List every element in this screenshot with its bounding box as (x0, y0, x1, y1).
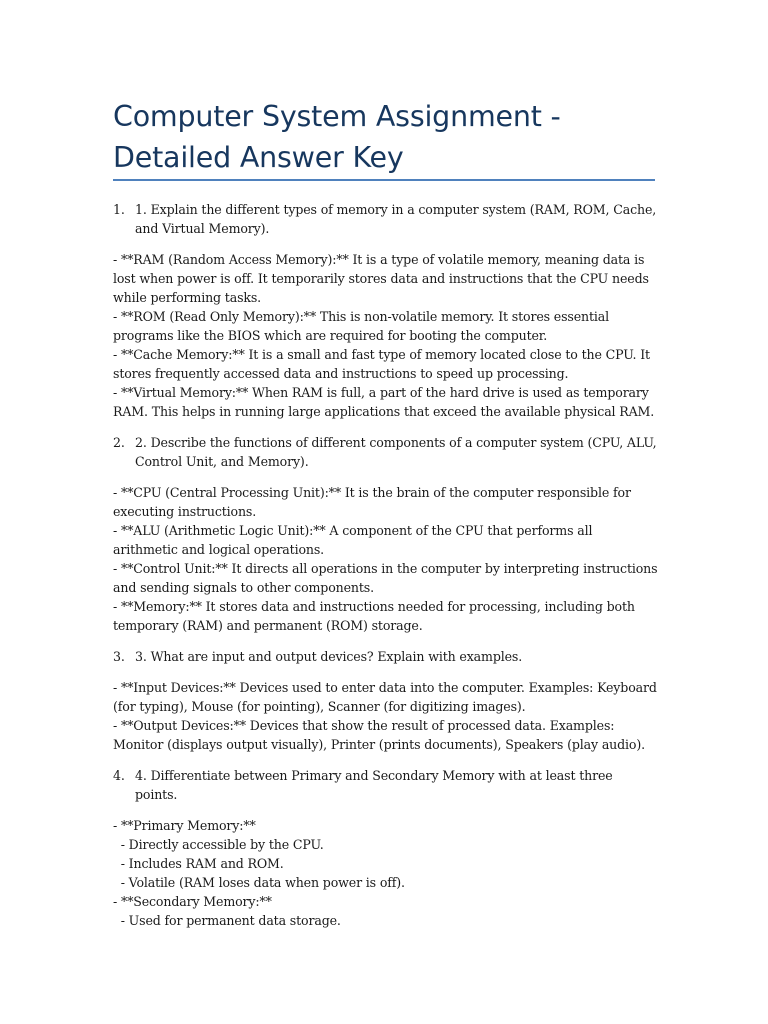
answer-line: - **Primary Memory:** (113, 818, 256, 833)
answer-line: - **Output Devices:** Devices that show the result of processed data. Examples: Monitor (displays output visually), Printer (prints documents), Speakers (play audio). (113, 718, 645, 752)
question-text: 2. Describe the functions of different components of a computer system (CPU, ALU, Control Unit, and Memory). (135, 435, 657, 469)
question-number: 1. (113, 202, 125, 217)
answer-line: - Volatile (RAM loses data when power is off). (113, 875, 405, 890)
question-text: 4. Differentiate between Primary and Secondary Memory with at least three points. (135, 768, 613, 802)
answer-3 (113, 678, 661, 754)
answer-line: - Used for permanent data storage. (113, 913, 341, 928)
document-title: Computer System Assignment - Detailed Answer Key (113, 100, 561, 174)
answer-line: - **Input Devices:** Devices used to enter data into the computer. Examples: Keyboard (for typing), Mouse (for pointing), Scanner (for digitizing images). (113, 680, 661, 714)
question-text: 3. What are input and output devices? Explain with examples. (135, 649, 523, 664)
question-text: 1. Explain the different types of memory in a computer system (RAM, ROM, Cache, and Virtual Memory). (135, 202, 657, 236)
answer-4 (113, 816, 658, 930)
question-4 (113, 766, 658, 804)
question-number: 4. (113, 768, 125, 783)
answer-line: - Directly accessible by the CPU. (113, 837, 324, 852)
answer-line: - **RAM (Random Access Memory):** It is a type of volatile memory, meaning data is lost when power is off. It temporarily stores data and instructions that the CPU needs while performing tasks. (113, 252, 653, 305)
answer-line: - **ALU (Arithmetic Logic Unit):** A component of the CPU that performs all arithmetic and logical operations. (113, 523, 597, 557)
answer-line: - Includes RAM and ROM. (113, 856, 284, 871)
answer-line: - **Memory:** It stores data and instructions needed for processing, including both temporary (RAM) and permanent (ROM) storage. (113, 599, 639, 633)
answer-line: - **CPU (Central Processing Unit):** It is the brain of the computer responsible for executing instructions. (113, 485, 635, 519)
answer-line: - **Secondary Memory:** (113, 894, 272, 909)
answer-line: - **ROM (Read Only Memory):** This is non-volatile memory. It stores essential programs like the BIOS which are required for booting the computer. (113, 309, 613, 343)
document-body (113, 200, 662, 942)
question-number: 3. (113, 649, 125, 664)
question-3 (113, 647, 658, 666)
answer-line: - **Cache Memory:** It is a small and fast type of memory located close to the CPU. It stores frequently accessed data and instructions to speed up processing. (113, 347, 654, 381)
answer-line: - **Virtual Memory:** When RAM is full, a part of the hard drive is used as temporary RAM. This helps in running large applications that exceed the available physical RAM. (113, 385, 655, 419)
question-1 (113, 200, 658, 238)
question-number: 2. (113, 435, 125, 450)
title-underline (113, 179, 655, 181)
answer-1 (113, 250, 658, 421)
answer-2 (113, 483, 662, 635)
answer-line: - **Control Unit:** It directs all operations in the computer by interpreting instructions and sending signals to other components. (113, 561, 662, 595)
question-2 (113, 433, 658, 471)
